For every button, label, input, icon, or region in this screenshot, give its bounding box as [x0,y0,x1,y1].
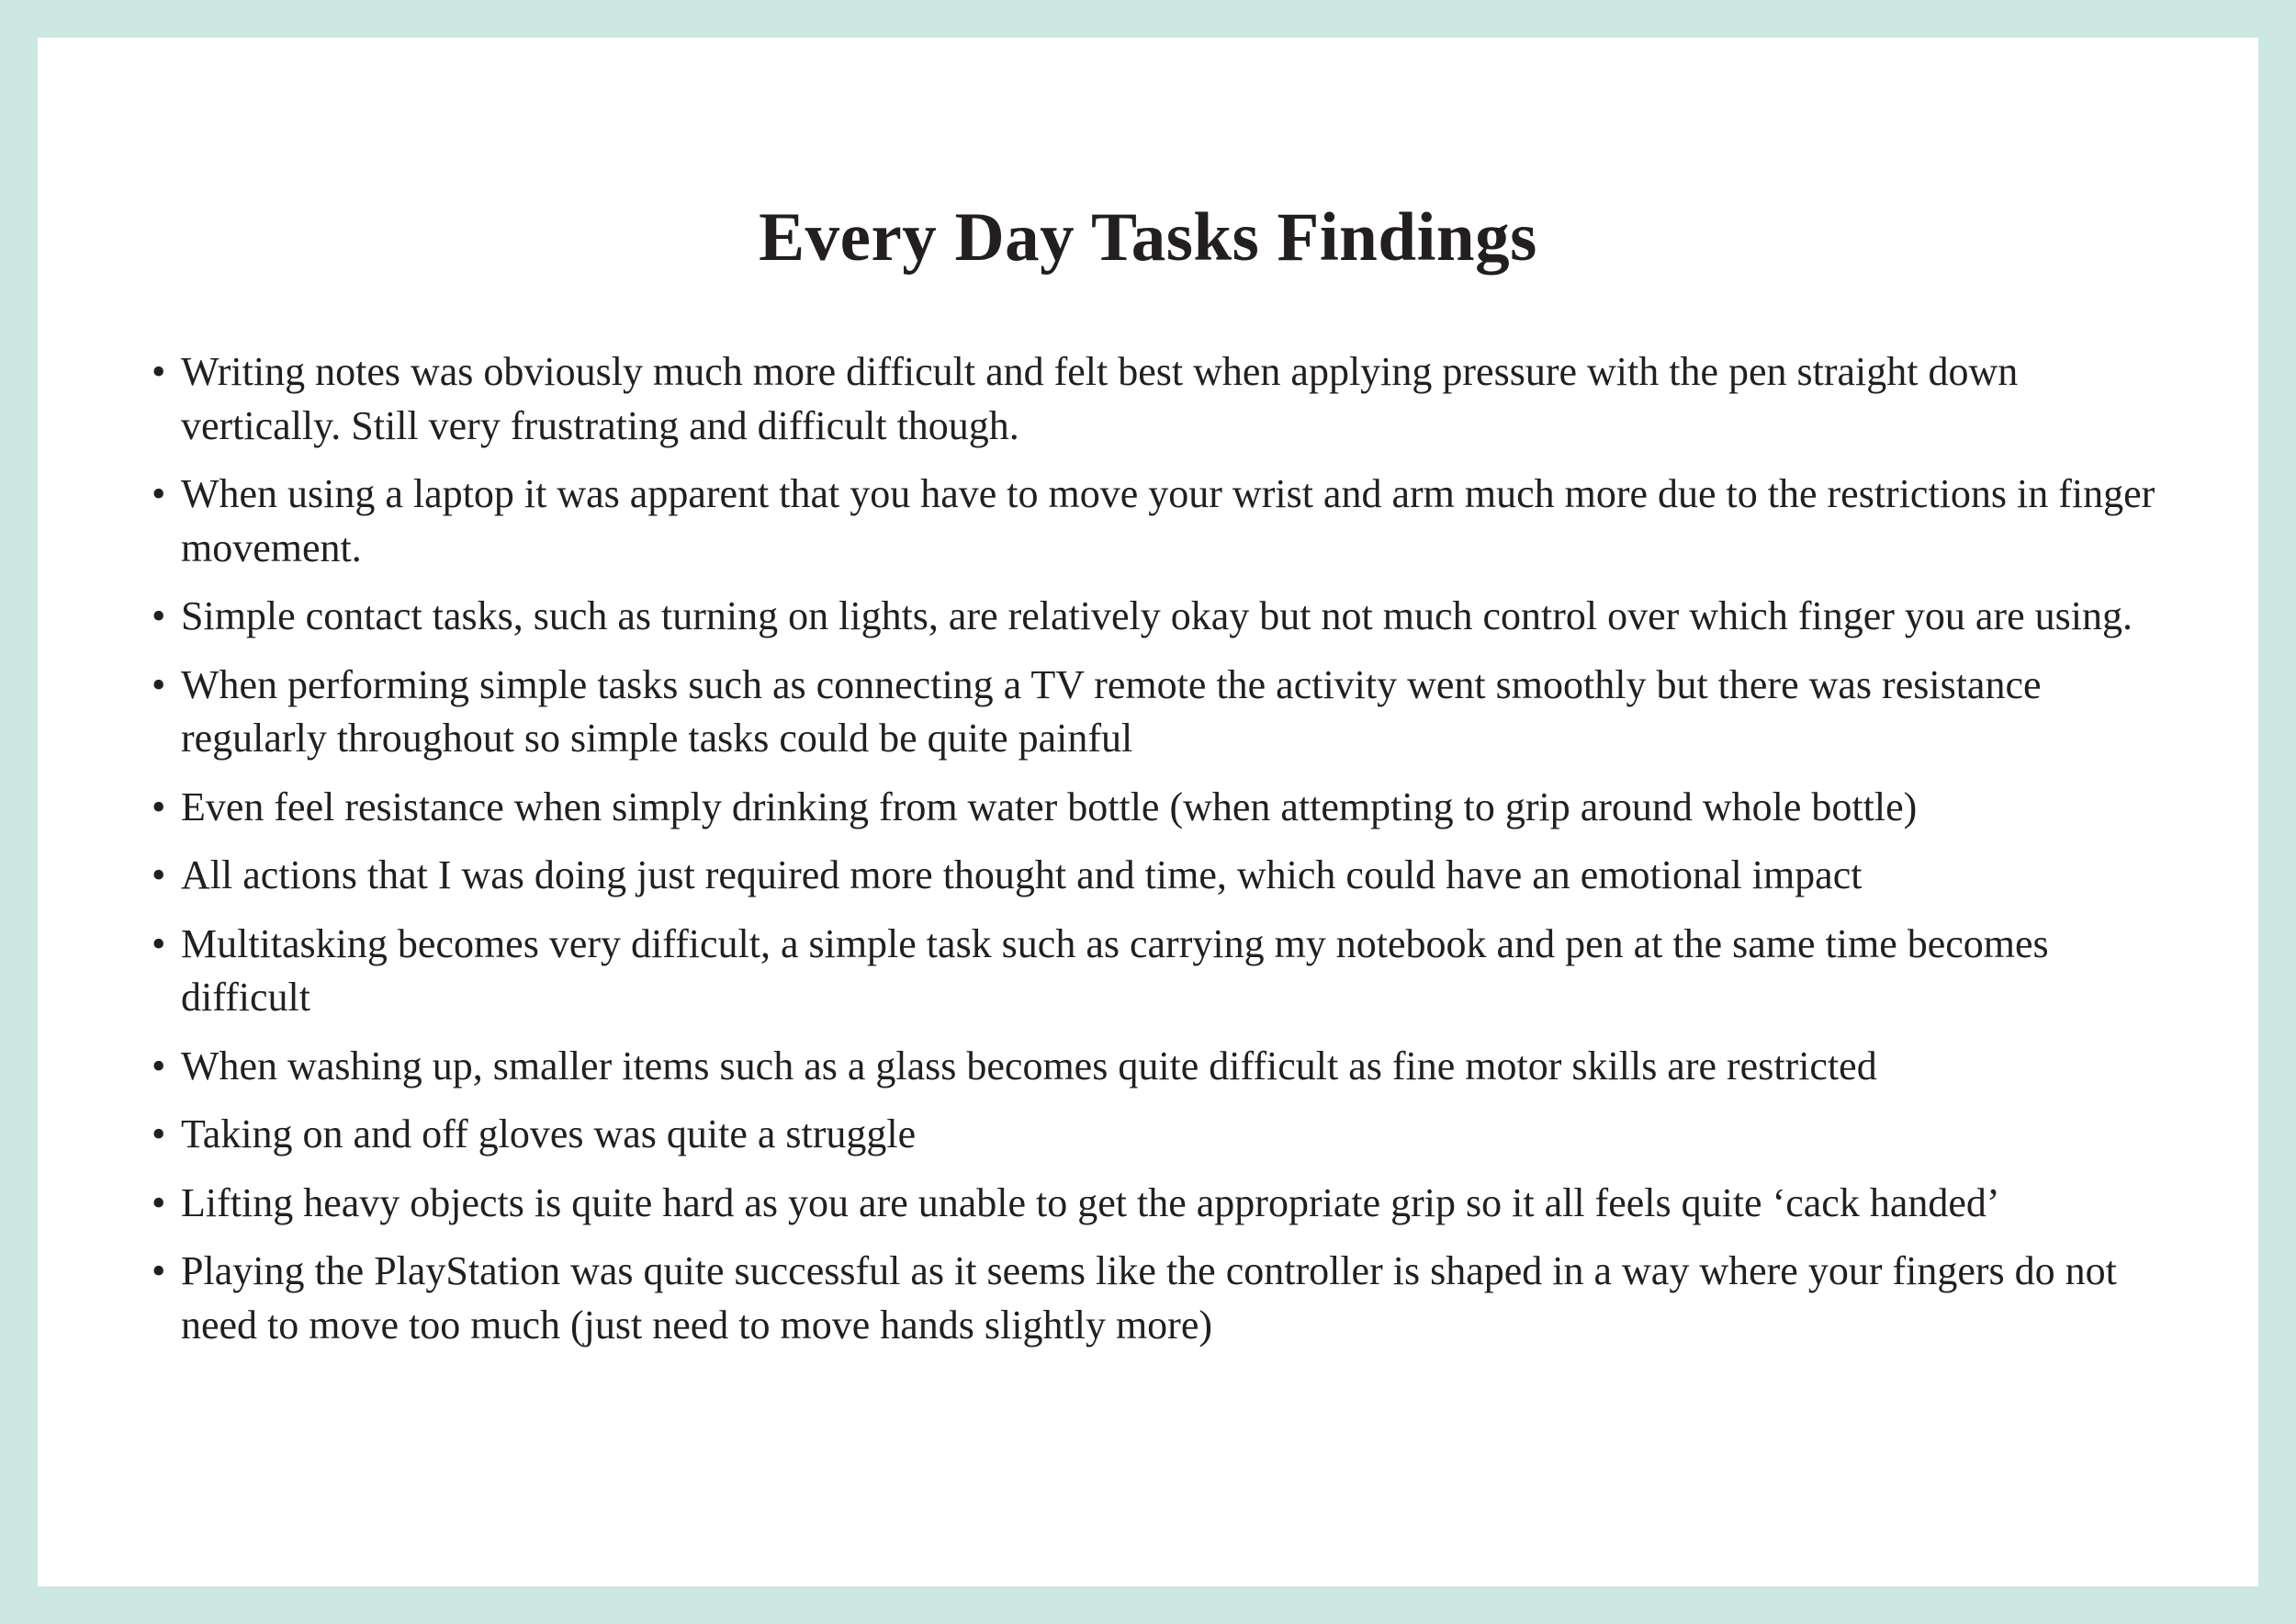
page-title: Every Day Tasks Findings [759,199,1537,276]
finding-item [152,1040,2177,1094]
finding-item [152,781,2177,835]
finding-text: When performing simple tasks such as connecting a TV remote the activity went smoothly but there was resistance regularly throughout so simple tasks could be quite painful [181,661,2042,761]
finding-item [152,918,2177,1025]
bullet-icon: • [152,1179,166,1225]
finding-item [152,1177,2177,1231]
findings-list [152,345,2177,1367]
finding-item [152,659,2177,766]
finding-text: Lifting heavy objects is quite hard as you are unable to get the appropriate grip so it all feels quite ‘cack handed’ [181,1179,2000,1225]
finding-item [152,1245,2177,1352]
bullet-icon: • [152,852,166,897]
finding-text: Playing the PlayStation was quite successful as it seems like the controller is shaped in a way where your fingers do not need to move too much (just need to move hands slightly more) [181,1248,2117,1348]
bullet-icon: • [152,661,166,707]
bullet-icon: • [152,1248,166,1293]
bullet-icon: • [152,920,166,966]
finding-item [152,1108,2177,1162]
bullet-icon: • [152,349,166,394]
finding-text: Simple contact tasks, such as turning on lights, are relatively okay but not much control over which finger you are using. [181,593,2133,638]
finding-text: Writing notes was obviously much more difficult and felt best when applying pressure with the pen straight down vertically. Still very frustrating and difficult though. [181,349,2019,448]
bullet-icon: • [152,1111,166,1156]
finding-text: All actions that I was doing just required more thought and time, which could have an emotional impact [181,852,1863,897]
bullet-icon: • [152,1043,166,1088]
bullet-icon: • [152,471,166,516]
finding-item [152,590,2177,644]
finding-item [152,468,2177,575]
finding-item [152,345,2177,453]
bullet-icon: • [152,593,166,638]
finding-text: When washing up, smaller items such as a glass becomes quite difficult as fine motor skills are restricted [181,1043,1877,1088]
finding-text: When using a laptop it was apparent that you have to move your wrist and arm much more due to the restrictions in finger movement. [181,471,2155,570]
bullet-icon: • [152,784,166,829]
finding-item [152,849,2177,903]
finding-text: Taking on and off gloves was quite a struggle [181,1111,917,1156]
finding-text: Even feel resistance when simply drinking from water bottle (when attempting to grip around whole bottle) [181,784,1918,829]
finding-text: Multitasking becomes very difficult, a simple task such as carrying my notebook and pen at the same time becomes difficult [181,920,2049,1020]
